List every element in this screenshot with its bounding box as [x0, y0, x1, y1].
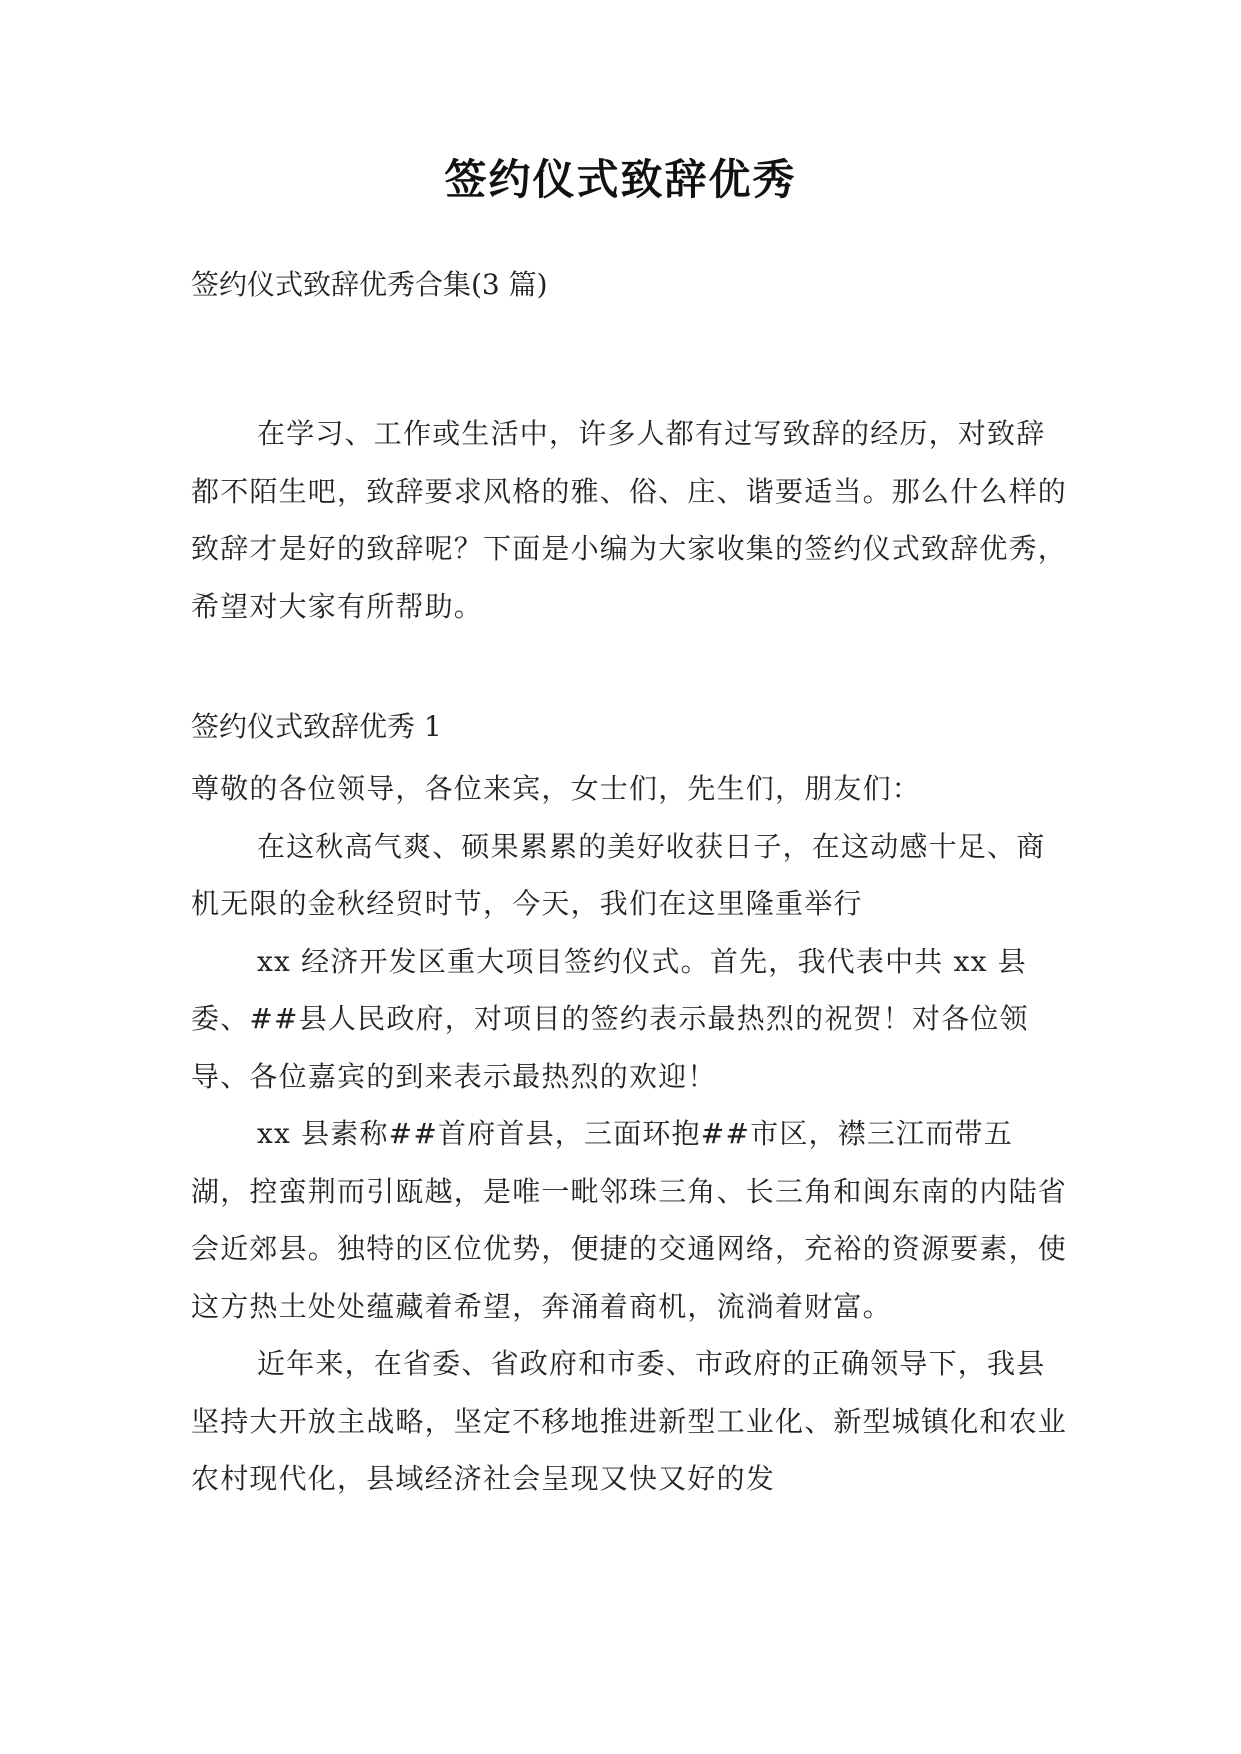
speech-body: [191, 760, 1071, 1508]
document-subtitle: 签约仪式致辞优秀合集(3 篇): [191, 268, 548, 301]
body-paragraph: xx 经济开发区重大项目签约仪式。首先，我代表中共 xx 县委、##县人民政府，对项目的签约表示最热烈的祝贺！对各位领导、各位嘉宾的到来表示最热烈的欢迎！: [191, 944, 1029, 1093]
section-title: 签约仪式致辞优秀 1: [191, 710, 442, 743]
intro-paragraph: 在学习、工作或生活中，许多人都有过写致辞的经历，对致辞都不陌生吧，致辞要求风格的雅、俗、庄、谐要适当。那么什么样的致辞才是好的致辞呢？下面是小编为大家收集的签约仪式致辞优秀，希望对大家有所帮助。: [191, 417, 1068, 623]
body-paragraph: xx 县素称##首府首县，三面环抱##市区，襟三江而带五湖，控蛮荆而引瓯越，是唯一毗邻珠三角、长三角和闽东南的内陆省会近郊县。独特的区位优势，便捷的交通网络，充裕的资源要素，使这方热土处处蕴藏着希望，奔涌着商机，流淌着财富。: [191, 1117, 1068, 1323]
body-paragraph: 在这秋高气爽、硕果累累的美好收获日子，在这动感十足、商机无限的金秋经贸时节，今天，我们在这里隆重举行: [191, 829, 1046, 920]
salutation-paragraph: 尊敬的各位领导，各位来宾，女士们，先生们，朋友们：: [191, 772, 922, 805]
body-paragraph: 近年来，在省委、省政府和市委、市政府的正确领导下，我县坚持大开放主战略，坚定不移地推进新型工业化、新型城镇化和农业农村现代化，县域经济社会呈现又快又好的发: [191, 1347, 1068, 1495]
document-title: 签约仪式致辞优秀: [444, 155, 797, 204]
